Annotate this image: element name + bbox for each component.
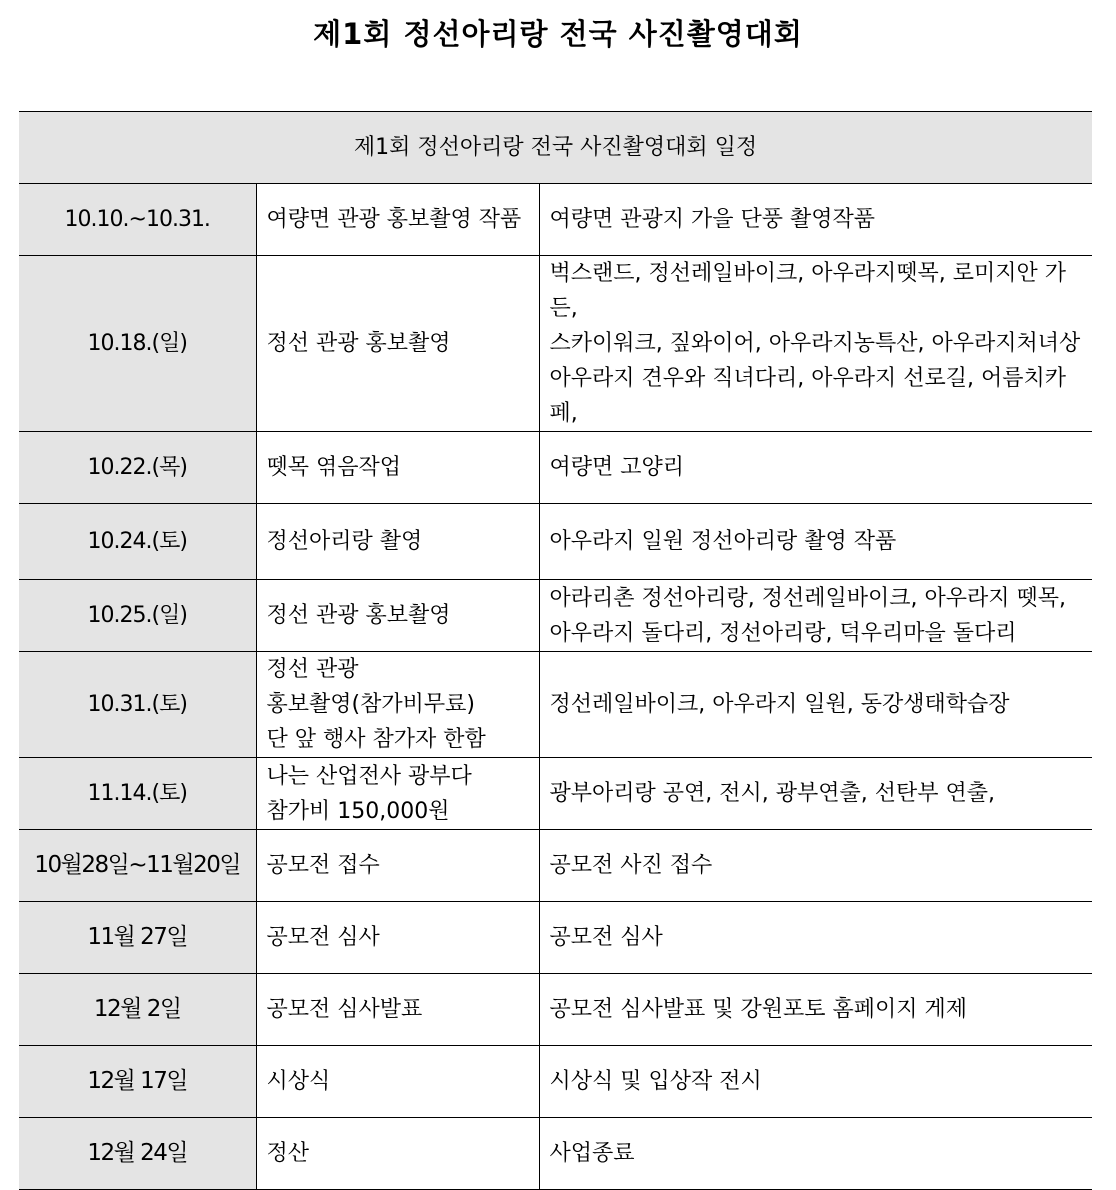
date-cell: 10.25.(일) [19, 580, 256, 652]
location-line: 벅스랜드, 정선레일바이크, 아우라지뗏목, 로미지안 가든, [549, 261, 1066, 321]
location-line: 여량면 관광지 가을 단풍 촬영작품 [549, 207, 876, 232]
table-row [19, 256, 1092, 432]
activity-cell [256, 830, 539, 902]
activity-line: 정산 [266, 1141, 310, 1166]
date-cell: 10.22.(목) [19, 432, 256, 504]
location-cell [539, 580, 1092, 652]
table-row [19, 504, 1092, 580]
table-row [19, 1118, 1092, 1190]
date-cell: 11.14.(토) [19, 758, 256, 830]
location-cell [539, 974, 1092, 1046]
date-cell: 10.24.(토) [19, 504, 256, 580]
table-row [19, 1046, 1092, 1118]
location-line: 스카이워크, 짚와이어, 아우라지농특산, 아우라지처녀상 [549, 331, 1081, 356]
table-row [19, 432, 1092, 504]
location-cell [539, 184, 1092, 256]
location-cell [539, 758, 1092, 830]
location-cell [539, 652, 1092, 758]
activity-line: 여량면 관광 홍보촬영 작품 [266, 207, 522, 232]
location-line: 공모전 사진 접수 [549, 853, 713, 878]
location-line: 아라리촌 정선아리랑, 정선레일바이크, 아우라지 뗏목, [549, 585, 1066, 611]
activity-line: 홍보촬영(참가비무료) [266, 692, 475, 717]
activity-line: 정선 관광 [266, 657, 359, 682]
activity-line: 정선 관광 홍보촬영 [266, 603, 451, 628]
activity-cell [256, 758, 539, 830]
activity-line: 참가비 150,000원 [266, 798, 450, 824]
date-cell: 12월 17일 [19, 1046, 256, 1118]
location-line: 공모전 심사 [549, 925, 663, 950]
date-cell: 12월 24일 [19, 1118, 256, 1190]
document-title: 제1회 정선아리랑 전국 사진촬영대회 [313, 17, 803, 51]
table-row [19, 974, 1092, 1046]
table-row [19, 902, 1092, 974]
activity-line: 정선아리랑 촬영 [266, 529, 423, 554]
activity-cell [256, 652, 539, 758]
table-row [19, 830, 1092, 902]
location-line: 아우라지 돌다리, 정선아리랑, 덕우리마을 돌다리 [549, 620, 1017, 646]
date-cell: 10.18.(일) [19, 256, 256, 432]
activity-cell [256, 1118, 539, 1190]
activity-line: 공모전 접수 [266, 853, 380, 878]
date-cell: 12월 2일 [19, 974, 256, 1046]
activity-cell [256, 580, 539, 652]
activity-cell [256, 256, 539, 432]
table-header: 제1회 정선아리랑 전국 사진촬영대회 일정 [19, 112, 1092, 184]
date-cell: 10.10.~10.31. [19, 184, 256, 256]
schedule-table [19, 111, 1092, 1190]
activity-line: 나는 산업전사 광부다 [266, 763, 472, 789]
location-cell [539, 432, 1092, 504]
activity-cell [256, 1046, 539, 1118]
location-line: 정선레일바이크, 아우라지 일원, 동강생태학습장 [549, 692, 1010, 717]
table-row [19, 652, 1092, 758]
table-row [19, 758, 1092, 830]
location-cell [539, 830, 1092, 902]
location-cell [539, 1118, 1092, 1190]
activity-line: 공모전 심사 [266, 925, 380, 950]
activity-line: 정선 관광 홍보촬영 [266, 331, 451, 356]
table-row [19, 184, 1092, 256]
location-cell [539, 504, 1092, 580]
activity-line: 공모전 심사발표 [266, 997, 423, 1022]
activity-cell [256, 902, 539, 974]
activity-cell [256, 974, 539, 1046]
location-line: 광부아리랑 공연, 전시, 광부연출, 선탄부 연출, [549, 781, 995, 806]
date-cell: 10.31.(토) [19, 652, 256, 758]
activity-line: 시상식 [266, 1069, 331, 1094]
location-line: 공모전 심사발표 및 강원포토 홈페이지 게제 [549, 997, 968, 1022]
date-cell: 11월 27일 [19, 902, 256, 974]
location-line: 아우라지 일원 정선아리랑 촬영 작품 [549, 529, 897, 554]
activity-cell [256, 504, 539, 580]
activity-cell [256, 184, 539, 256]
location-line: 시상식 및 입상작 전시 [549, 1069, 762, 1094]
location-cell [539, 902, 1092, 974]
location-cell [539, 256, 1092, 432]
location-cell [539, 1046, 1092, 1118]
location-line: 여량면 고양리 [549, 455, 685, 480]
location-line: 사업종료 [549, 1141, 635, 1166]
table-row [19, 580, 1092, 652]
activity-cell [256, 432, 539, 504]
date-cell: 10월28일~11월20일 [19, 830, 256, 902]
activity-line: 단 앞 행사 참가자 한함 [266, 727, 486, 752]
location-line: 아우라지 견우와 직녀다리, 아우라지 선로길, 어름치카페, [549, 366, 1066, 426]
activity-line: 뗏목 엮음작업 [266, 455, 402, 480]
